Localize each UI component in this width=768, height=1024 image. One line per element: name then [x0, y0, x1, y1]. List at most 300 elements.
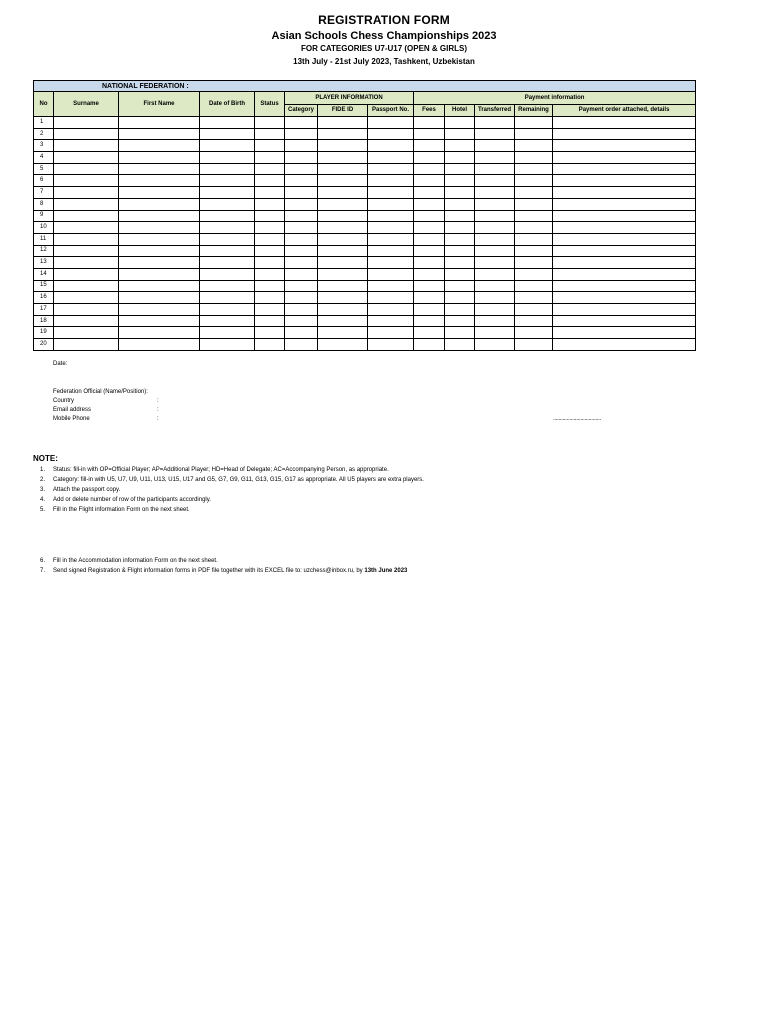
passport-cell[interactable] [368, 198, 414, 210]
payment-order-cell[interactable] [553, 163, 696, 175]
payment-order-cell[interactable] [553, 175, 696, 187]
status-cell[interactable] [255, 280, 285, 292]
dates-place-subtitle: 13th July - 21st July 2023, Tashkent, Uzbekistan [293, 57, 475, 66]
table-row [34, 245, 696, 257]
transferred-cell[interactable] [475, 339, 515, 351]
transferred-cell[interactable] [475, 315, 515, 327]
hotel-cell[interactable] [445, 152, 475, 164]
first-name-cell[interactable] [119, 292, 200, 304]
surname-cell[interactable] [54, 128, 119, 140]
passport-cell[interactable] [368, 128, 414, 140]
fide-id-cell[interactable] [318, 280, 368, 292]
date-of-birth-cell[interactable] [200, 304, 255, 316]
transferred-cell[interactable] [475, 128, 515, 140]
fees-cell[interactable] [414, 117, 445, 129]
fide-id-cell[interactable] [318, 304, 368, 316]
transferred-cell[interactable] [475, 304, 515, 316]
row-number: 4 [34, 152, 54, 164]
fees-cell[interactable] [414, 339, 445, 351]
transferred-cell[interactable] [475, 280, 515, 292]
fees-cell[interactable] [414, 163, 445, 175]
email-row [53, 406, 173, 415]
date-of-birth-cell[interactable] [200, 257, 255, 269]
mobile-label: Mobile Phone [53, 416, 90, 422]
first-name-cell[interactable] [119, 339, 200, 351]
category-cell[interactable] [285, 280, 318, 292]
remaining-cell[interactable] [515, 315, 553, 327]
row-number: 10 [34, 222, 54, 234]
category-cell[interactable] [285, 187, 318, 199]
status-cell[interactable] [255, 152, 285, 164]
passport-cell[interactable] [368, 245, 414, 257]
hotel-cell[interactable] [445, 210, 475, 222]
status-cell[interactable] [255, 140, 285, 152]
date-of-birth-cell[interactable] [200, 128, 255, 140]
table-row [34, 210, 696, 222]
surname-cell[interactable] [54, 233, 119, 245]
hotel-cell[interactable] [445, 128, 475, 140]
first-name-cell[interactable] [119, 175, 200, 187]
row-number: 11 [34, 233, 54, 245]
date-of-birth-cell[interactable] [200, 198, 255, 210]
date-of-birth-cell[interactable] [200, 163, 255, 175]
fees-cell[interactable] [414, 280, 445, 292]
passport-cell[interactable] [368, 233, 414, 245]
note-text: Status: fill-in with OP=Official Player; AP=Additional Player; HD=Head of Delegate; AC=Accompanying Person, as appropriate. [53, 467, 389, 473]
fide-id-cell[interactable] [318, 187, 368, 199]
fide-id-cell[interactable] [318, 315, 368, 327]
status-cell[interactable] [255, 233, 285, 245]
fees-cell[interactable] [414, 187, 445, 199]
remaining-cell[interactable] [515, 327, 553, 339]
note-text: Attach the passport copy. [53, 487, 121, 493]
official-label: Federation Official (Name/Position): [53, 389, 148, 395]
passport-cell[interactable] [368, 140, 414, 152]
category-cell[interactable] [285, 128, 318, 140]
category-cell[interactable] [285, 339, 318, 351]
mobile-colon: : [157, 416, 159, 422]
passport-cell[interactable] [368, 187, 414, 199]
col-header-payment-order: Payment order attached, details [553, 105, 696, 117]
payment-order-cell[interactable] [553, 140, 696, 152]
surname-cell[interactable] [54, 339, 119, 351]
surname-cell[interactable] [54, 327, 119, 339]
col-header-transferred: Transferred [475, 105, 515, 117]
fide-id-cell[interactable] [318, 339, 368, 351]
status-cell[interactable] [255, 187, 285, 199]
remaining-cell[interactable] [515, 268, 553, 280]
payment-order-cell[interactable] [553, 304, 696, 316]
date-of-birth-cell[interactable] [200, 233, 255, 245]
status-cell[interactable] [255, 315, 285, 327]
surname-cell[interactable] [54, 187, 119, 199]
status-cell[interactable] [255, 198, 285, 210]
category-cell[interactable] [285, 233, 318, 245]
fide-id-cell[interactable] [318, 233, 368, 245]
national-federation-field[interactable] [34, 81, 696, 92]
status-cell[interactable] [255, 268, 285, 280]
fide-id-cell[interactable] [318, 292, 368, 304]
transferred-cell[interactable] [475, 198, 515, 210]
note-number: 4. [40, 497, 46, 503]
fees-cell[interactable] [414, 210, 445, 222]
payment-order-cell[interactable] [553, 315, 696, 327]
hotel-cell[interactable] [445, 117, 475, 129]
mobile-row [53, 415, 173, 424]
date-of-birth-cell[interactable] [200, 175, 255, 187]
remaining-cell[interactable] [515, 210, 553, 222]
remaining-cell[interactable] [515, 233, 553, 245]
transferred-cell[interactable] [475, 140, 515, 152]
transferred-cell[interactable] [475, 245, 515, 257]
row-number: 8 [34, 198, 54, 210]
remaining-cell[interactable] [515, 245, 553, 257]
fide-id-cell[interactable] [318, 198, 368, 210]
passport-cell[interactable] [368, 257, 414, 269]
status-cell[interactable] [255, 257, 285, 269]
status-cell[interactable] [255, 163, 285, 175]
fide-id-cell[interactable] [318, 210, 368, 222]
first-name-cell[interactable] [119, 163, 200, 175]
remaining-cell[interactable] [515, 175, 553, 187]
first-name-cell[interactable] [119, 222, 200, 234]
transferred-cell[interactable] [475, 222, 515, 234]
hotel-cell[interactable] [445, 268, 475, 280]
fide-id-cell[interactable] [318, 163, 368, 175]
remaining-cell[interactable] [515, 140, 553, 152]
col-header-no: No [34, 92, 54, 117]
first-name-cell[interactable] [119, 140, 200, 152]
note-text: Fill in the Flight information Form on the next sheet. [53, 507, 190, 513]
payment-order-cell[interactable] [553, 292, 696, 304]
fees-cell[interactable] [414, 222, 445, 234]
first-name-cell[interactable] [119, 327, 200, 339]
surname-cell[interactable] [54, 175, 119, 187]
payment-order-cell[interactable] [553, 245, 696, 257]
fide-id-cell[interactable] [318, 268, 368, 280]
payment-order-cell[interactable] [553, 268, 696, 280]
fees-cell[interactable] [414, 327, 445, 339]
status-cell[interactable] [255, 222, 285, 234]
surname-cell[interactable] [54, 304, 119, 316]
row-number: 14 [34, 268, 54, 280]
fees-cell[interactable] [414, 140, 445, 152]
fide-id-cell[interactable] [318, 152, 368, 164]
surname-cell[interactable] [54, 315, 119, 327]
remaining-cell[interactable] [515, 339, 553, 351]
hotel-cell[interactable] [445, 339, 475, 351]
status-cell[interactable] [255, 210, 285, 222]
country-colon: : [157, 398, 159, 404]
date-of-birth-cell[interactable] [200, 222, 255, 234]
category-cell[interactable] [285, 152, 318, 164]
fees-cell[interactable] [414, 128, 445, 140]
notes-list-bottom [40, 556, 407, 576]
date-of-birth-cell[interactable] [200, 187, 255, 199]
surname-cell[interactable] [54, 198, 119, 210]
category-cell[interactable] [285, 327, 318, 339]
fees-cell[interactable] [414, 245, 445, 257]
table-row [34, 140, 696, 152]
table-row [34, 117, 696, 129]
status-cell[interactable] [255, 175, 285, 187]
first-name-cell[interactable] [119, 315, 200, 327]
surname-cell[interactable] [54, 280, 119, 292]
fees-cell[interactable] [414, 233, 445, 245]
fide-id-cell[interactable] [318, 140, 368, 152]
status-cell[interactable] [255, 245, 285, 257]
payment-order-cell[interactable] [553, 222, 696, 234]
transferred-cell[interactable] [475, 163, 515, 175]
note-item [40, 556, 407, 566]
category-cell[interactable] [285, 140, 318, 152]
status-cell[interactable] [255, 304, 285, 316]
table-row [34, 222, 696, 234]
first-name-cell[interactable] [119, 268, 200, 280]
col-header-category: Category [285, 105, 318, 117]
fees-cell[interactable] [414, 257, 445, 269]
date-of-birth-cell[interactable] [200, 327, 255, 339]
passport-cell[interactable] [368, 304, 414, 316]
passport-cell[interactable] [368, 152, 414, 164]
transferred-cell[interactable] [475, 117, 515, 129]
surname-cell[interactable] [54, 210, 119, 222]
hotel-cell[interactable] [445, 163, 475, 175]
official-row [53, 388, 173, 397]
passport-cell[interactable] [368, 327, 414, 339]
passport-cell[interactable] [368, 315, 414, 327]
passport-cell[interactable] [368, 175, 414, 187]
official-contact-block [53, 388, 173, 424]
row-number: 13 [34, 257, 54, 269]
remaining-cell[interactable] [515, 128, 553, 140]
date-label: Date: [53, 361, 68, 367]
fees-cell[interactable] [414, 175, 445, 187]
payment-order-cell[interactable] [553, 198, 696, 210]
surname-cell[interactable] [54, 163, 119, 175]
remaining-cell[interactable] [515, 222, 553, 234]
table-row [34, 280, 696, 292]
category-cell[interactable] [285, 304, 318, 316]
date-of-birth-cell[interactable] [200, 292, 255, 304]
category-cell[interactable] [285, 117, 318, 129]
transferred-cell[interactable] [475, 187, 515, 199]
hotel-cell[interactable] [445, 222, 475, 234]
category-cell[interactable] [285, 315, 318, 327]
col-header-remaining: Remaining [515, 105, 553, 117]
email-colon: : [157, 407, 159, 413]
fees-cell[interactable] [414, 198, 445, 210]
fide-id-cell[interactable] [318, 245, 368, 257]
category-cell[interactable] [285, 257, 318, 269]
passport-cell[interactable] [368, 280, 414, 292]
payment-order-cell[interactable] [553, 257, 696, 269]
category-cell[interactable] [285, 245, 318, 257]
surname-cell[interactable] [54, 245, 119, 257]
first-name-cell[interactable] [119, 245, 200, 257]
hotel-cell[interactable] [445, 187, 475, 199]
transferred-cell[interactable] [475, 327, 515, 339]
category-cell[interactable] [285, 210, 318, 222]
email-label: Email address [53, 407, 92, 413]
fide-id-cell[interactable] [318, 327, 368, 339]
transferred-cell[interactable] [475, 210, 515, 222]
passport-cell[interactable] [368, 163, 414, 175]
remaining-cell[interactable] [515, 304, 553, 316]
note-text: Add or delete number of row of the participants accordingly. [53, 497, 211, 503]
category-cell[interactable] [285, 175, 318, 187]
hotel-cell[interactable] [445, 280, 475, 292]
surname-cell[interactable] [54, 257, 119, 269]
col-header-hotel: Hotel [445, 105, 475, 117]
first-name-cell[interactable] [119, 257, 200, 269]
fide-id-cell[interactable] [318, 257, 368, 269]
date-of-birth-cell[interactable] [200, 117, 255, 129]
payment-order-cell[interactable] [553, 327, 696, 339]
remaining-cell[interactable] [515, 187, 553, 199]
hotel-cell[interactable] [445, 315, 475, 327]
fees-cell[interactable] [414, 292, 445, 304]
surname-cell[interactable] [54, 152, 119, 164]
category-cell[interactable] [285, 222, 318, 234]
hotel-cell[interactable] [445, 175, 475, 187]
payment-order-cell[interactable] [553, 210, 696, 222]
transferred-cell[interactable] [475, 257, 515, 269]
fide-id-cell[interactable] [318, 117, 368, 129]
remaining-cell[interactable] [515, 257, 553, 269]
first-name-cell[interactable] [119, 128, 200, 140]
transferred-cell[interactable] [475, 268, 515, 280]
hotel-cell[interactable] [445, 245, 475, 257]
payment-order-cell[interactable] [553, 233, 696, 245]
remaining-cell[interactable] [515, 117, 553, 129]
transferred-cell[interactable] [475, 292, 515, 304]
status-cell[interactable] [255, 327, 285, 339]
first-name-cell[interactable] [119, 210, 200, 222]
remaining-cell[interactable] [515, 198, 553, 210]
hotel-cell[interactable] [445, 327, 475, 339]
first-name-cell[interactable] [119, 233, 200, 245]
fees-cell[interactable] [414, 304, 445, 316]
note-item [40, 465, 424, 475]
note-item [40, 566, 407, 576]
passport-cell[interactable] [368, 339, 414, 351]
status-cell[interactable] [255, 128, 285, 140]
status-cell[interactable] [255, 292, 285, 304]
row-number: 16 [34, 292, 54, 304]
row-number: 15 [34, 280, 54, 292]
row-number: 19 [34, 327, 54, 339]
payment-order-cell[interactable] [553, 187, 696, 199]
passport-cell[interactable] [368, 292, 414, 304]
surname-cell[interactable] [54, 117, 119, 129]
first-name-cell[interactable] [119, 117, 200, 129]
hotel-cell[interactable] [445, 233, 475, 245]
date-of-birth-cell[interactable] [200, 268, 255, 280]
remaining-cell[interactable] [515, 280, 553, 292]
status-cell[interactable] [255, 117, 285, 129]
fees-cell[interactable] [414, 268, 445, 280]
fide-id-cell[interactable] [318, 175, 368, 187]
payment-order-cell[interactable] [553, 339, 696, 351]
status-cell[interactable] [255, 339, 285, 351]
first-name-cell[interactable] [119, 187, 200, 199]
hotel-cell[interactable] [445, 198, 475, 210]
surname-cell[interactable] [54, 222, 119, 234]
form-title: REGISTRATION FORM [318, 13, 450, 27]
deadline-date: 13th June 2023 [364, 568, 408, 574]
surname-cell[interactable] [54, 140, 119, 152]
first-name-cell[interactable] [119, 152, 200, 164]
transferred-cell[interactable] [475, 233, 515, 245]
first-name-cell[interactable] [119, 198, 200, 210]
note-item [40, 485, 424, 495]
fide-id-cell[interactable] [318, 128, 368, 140]
signature-line: ................................... [553, 416, 601, 422]
event-title: Asian Schools Chess Championships 2023 [271, 30, 497, 42]
fide-id-cell[interactable] [318, 222, 368, 234]
table-row [34, 163, 696, 175]
passport-cell[interactable] [368, 117, 414, 129]
fees-cell[interactable] [414, 152, 445, 164]
col-header-passport: Passport No. [368, 105, 414, 117]
date-of-birth-cell[interactable] [200, 140, 255, 152]
surname-cell[interactable] [54, 268, 119, 280]
row-number: 1 [34, 117, 54, 129]
note-number: 1. [40, 467, 46, 473]
category-cell[interactable] [285, 268, 318, 280]
transferred-cell[interactable] [475, 175, 515, 187]
col-header-date-of-birth: Date of Birth [200, 92, 255, 117]
note-text: Send signed Registration & Flight information forms in PDF file together with its EXCEL file to: uzchess@inbox.ru, by [53, 568, 363, 574]
payment-order-cell[interactable] [553, 280, 696, 292]
hotel-cell[interactable] [445, 292, 475, 304]
date-of-birth-cell[interactable] [200, 245, 255, 257]
remaining-cell[interactable] [515, 152, 553, 164]
hotel-cell[interactable] [445, 257, 475, 269]
transferred-cell[interactable] [475, 152, 515, 164]
note-item [40, 495, 424, 505]
date-of-birth-cell[interactable] [200, 210, 255, 222]
payment-order-cell[interactable] [553, 117, 696, 129]
first-name-cell[interactable] [119, 280, 200, 292]
first-name-cell[interactable] [119, 304, 200, 316]
fees-cell[interactable] [414, 315, 445, 327]
payment-order-cell[interactable] [553, 152, 696, 164]
passport-cell[interactable] [368, 222, 414, 234]
table-row [34, 233, 696, 245]
payment-order-cell[interactable] [553, 128, 696, 140]
date-of-birth-cell[interactable] [200, 152, 255, 164]
surname-cell[interactable] [54, 292, 119, 304]
remaining-cell[interactable] [515, 292, 553, 304]
category-cell[interactable] [285, 292, 318, 304]
category-cell[interactable] [285, 198, 318, 210]
date-of-birth-cell[interactable] [200, 280, 255, 292]
col-header-surname: Surname [54, 92, 119, 117]
table-row [34, 304, 696, 316]
date-of-birth-cell[interactable] [200, 339, 255, 351]
note-number: 6. [40, 558, 46, 564]
date-of-birth-cell[interactable] [200, 315, 255, 327]
passport-cell[interactable] [368, 268, 414, 280]
remaining-cell[interactable] [515, 163, 553, 175]
hotel-cell[interactable] [445, 304, 475, 316]
category-cell[interactable] [285, 163, 318, 175]
hotel-cell[interactable] [445, 140, 475, 152]
passport-cell[interactable] [368, 210, 414, 222]
row-number: 5 [34, 163, 54, 175]
